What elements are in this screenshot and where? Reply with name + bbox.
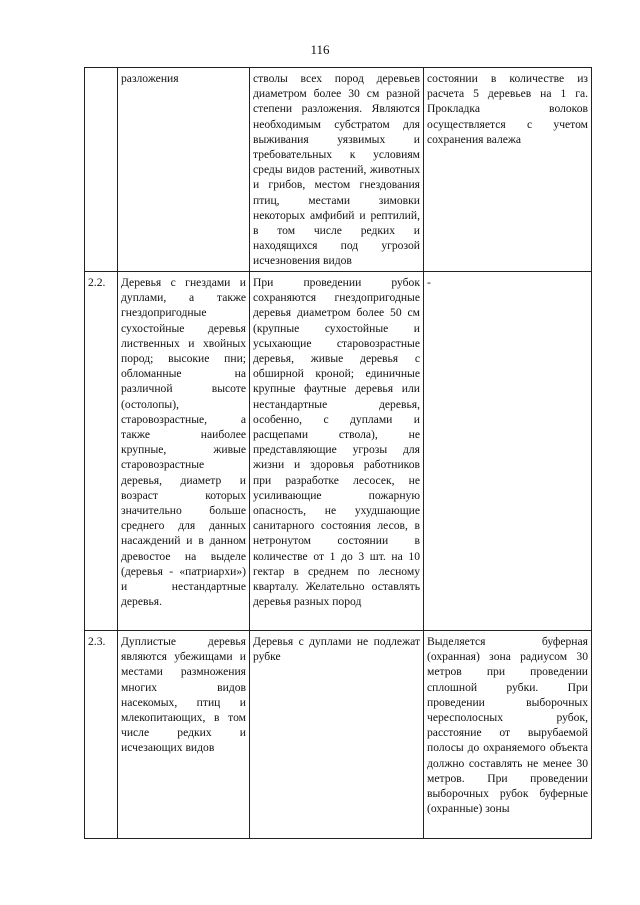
requirements-cell: состоянии в количестве из расчета 5 деревьев на 1 га. Прокладка волоков осуществляется с учетом сохранения валежа	[424, 68, 592, 272]
table-row	[85, 68, 592, 272]
description-cell: стволы всех пород деревьев диаметром более 30 см разной степени разложения. Являются необходимым субстратом для выживания уязвимых и требовательных к условиям среды видов растений, животных и грибов, местом гнездования птиц, местами зимовки некоторых амфибий и рептилий, в том числе редких и находящихся под угрозой исчезновения видов	[250, 68, 424, 272]
requirements-cell: Выделяется буферная (охранная) зона радиусом 30 метров при проведении сплошной рубки. При проведении выборочных чересполосных рубок, расстояние от вырубаемой полосы до охраняемого объекта должно составлять не менее 30 метров. При проведении выборочных рубок буферные (охранные) зоны	[424, 631, 592, 839]
conservation-table	[84, 67, 592, 839]
table-row	[85, 631, 592, 839]
object-name-cell: Деревья с гнездами и дуплами, а также гнездопригодные сухостойные деревья лиственных и хвойных пород; высокие пни; обломанные на различной высоте (остолопы), старовозрастные, а также наиболее крупные, живые старовозрастные деревья, диаметр и возраст которых значительно больше среднего для данных насаждений и в данном древостое на выделе (деревья - «патриархи») и нестандартные деревья.	[118, 272, 250, 631]
requirements-cell: -	[424, 272, 592, 631]
description-cell: Деревья с дуплами не подлежат рубке	[250, 631, 424, 839]
description-cell: При проведении рубок сохраняются гнездопригодные деревья диаметром более 50 см (крупные сухостойные и усыхающие старовозрастные деревья, живые деревья с обширной кроной; единичные крупные фаутные деревья или нестандартные деревья, особенно, с дуплами и расщепами ствола), не представляющие угрозы для жизни и здоровья работников при разработке лесосек, не усиливающие пожарную опасность, не ухудшающие санитарного состояния лесов, в нетронутом состоянии в количестве от 1 до 3 шт. на 10 гектар в среднем по лесному кварталу. Желательно оставлять деревья разных пород	[250, 272, 424, 631]
page-number: 116	[310, 42, 330, 57]
table-row	[85, 272, 592, 631]
row-number-cell	[85, 68, 118, 272]
row-number-cell: 2.3.	[85, 631, 118, 839]
row-number-cell: 2.2.	[85, 272, 118, 631]
object-name-cell: Дуплистые деревья являются убежищами и местами размножения многих видов насекомых, птиц и млекопитающих, в том числе редких и исчезающих видов	[118, 631, 250, 839]
object-name-cell: разложения	[118, 68, 250, 272]
